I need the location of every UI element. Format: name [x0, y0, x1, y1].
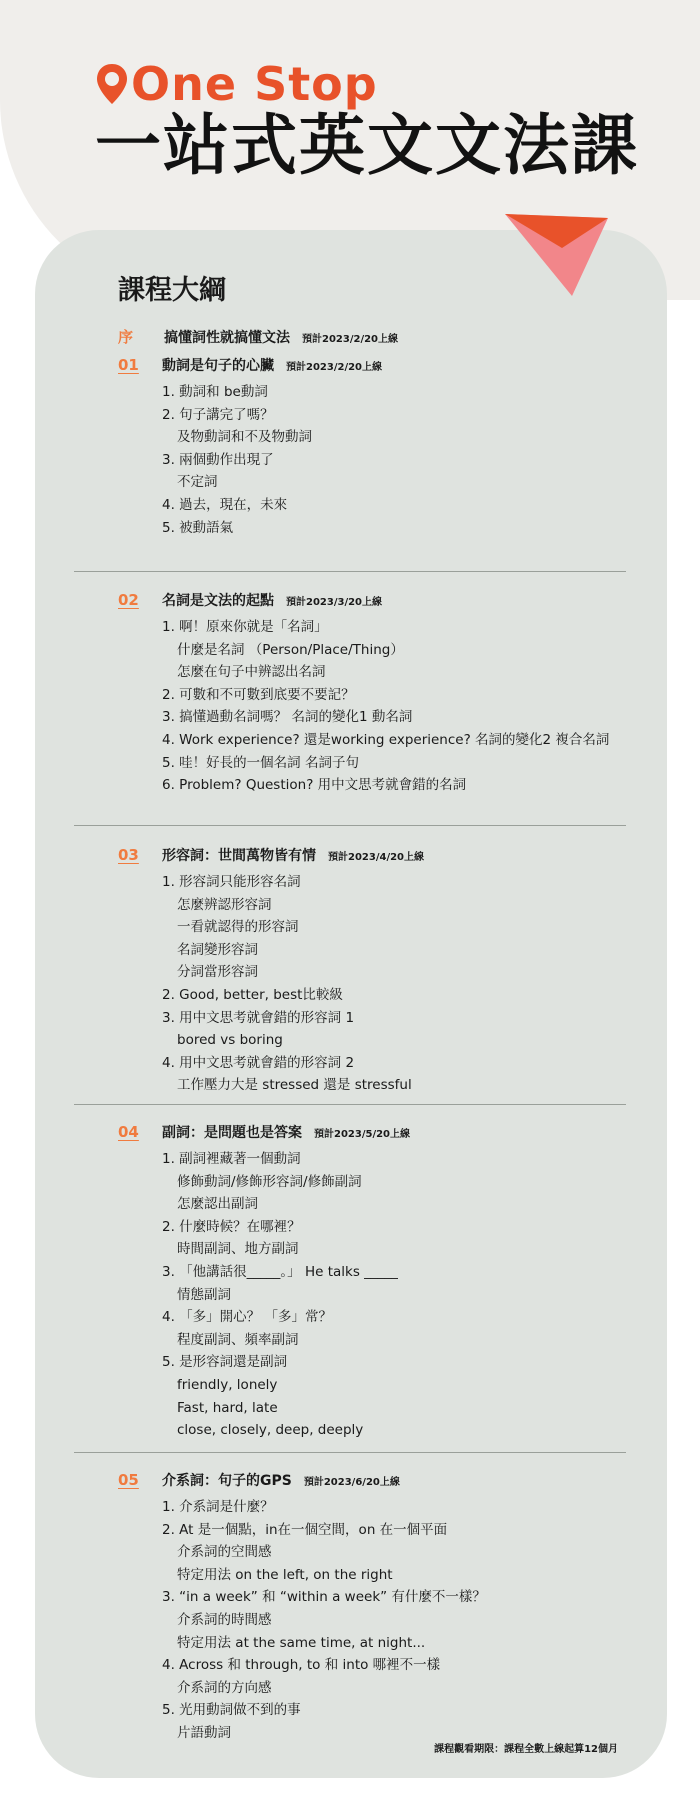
chapter-section	[118, 355, 382, 539]
chapter-title: 動詞是句子的心臟	[162, 358, 274, 374]
topic-item: 1. 形容詞只能形容名詞	[162, 874, 301, 890]
chapter-header	[118, 1470, 486, 1496]
chapter-topic-list	[162, 871, 424, 1097]
page-title: 一站式英文文法課	[95, 107, 639, 184]
chapter-schedule: 預計2023/2/20上線	[286, 362, 383, 373]
chapter-section	[118, 845, 424, 1097]
topic-item: 2. Good, better, best比較級	[162, 986, 343, 1003]
brand-logo	[95, 58, 639, 110]
chapter-section	[118, 590, 609, 797]
topic-subitem: 時間副詞、地方副詞	[177, 1241, 299, 1258]
topic-item: 3. 兩個動作出現了	[162, 451, 274, 468]
topic-item: 4. 「多」開心？ 「多」常？	[162, 1309, 332, 1326]
topic-item: 4. Work experience? 還是working experience? 名詞的變化2 複合名詞	[162, 731, 610, 748]
topic-item: 3. 搞懂過動名詞嗎？ 名詞的變化1 動名詞	[162, 709, 413, 726]
section-divider	[74, 1452, 626, 1453]
topic-subitem: 分詞當形容詞	[177, 964, 258, 981]
topic-subitem: 工作壓力大是 stressed 還是 stressful	[177, 1077, 412, 1094]
topic-subitem: bored vs boring	[177, 1032, 283, 1049]
topic-subitem: 介系詞的空間感	[177, 1544, 272, 1561]
header	[95, 58, 639, 186]
topic-item: 6. Problem? Question? 用中文思考就會錯的名詞	[162, 777, 467, 794]
topic-subitem: 名詞變形容詞	[177, 941, 258, 958]
outline-heading: 課程大綱	[118, 275, 226, 306]
location-pin-icon	[95, 62, 129, 106]
chapter-topic-list	[162, 616, 609, 797]
chapter-topic-list	[162, 381, 382, 539]
topic-subitem: 片語動詞	[177, 1724, 231, 1741]
topic-item: 1. 介系詞是什麼？	[162, 1499, 274, 1515]
topic-subitem: 怎麼在句子中辨認出名詞	[177, 664, 326, 681]
chapter-schedule: 預計2023/4/20上線	[328, 852, 425, 863]
topic-item: 2. 可數和不可數到底要不要記？	[162, 686, 355, 703]
chapter-header	[118, 1122, 410, 1148]
chapter-topic-list	[162, 1496, 486, 1745]
section-divider	[74, 571, 626, 572]
topic-item: 2. At 是一個點，in在一個空間，on 在一個平面	[162, 1521, 448, 1538]
topic-subitem: friendly, lonely	[177, 1376, 278, 1393]
topic-subitem: 特定用法 on the left, on the right	[177, 1566, 393, 1583]
topic-subitem: 情態副詞	[177, 1286, 231, 1303]
topic-item: 5. 哇！好長的一個名詞 名詞子句	[162, 754, 359, 771]
topic-item: 4. 用中文思考就會錯的形容詞 2	[162, 1054, 355, 1071]
chapter-title: 副詞：是問題也是答案	[162, 1125, 302, 1141]
topic-subitem: 特定用法 at the same time, at night...	[177, 1634, 426, 1651]
chapter-header	[118, 845, 424, 871]
chapter-section	[118, 1122, 410, 1442]
intro-title: 搞懂詞性就搞懂文法	[164, 330, 290, 346]
section-divider	[74, 825, 626, 826]
chapter-number: 02	[118, 591, 139, 609]
chapter-title: 介系詞：句子的GPS	[162, 1473, 292, 1489]
topic-item: 5. 是形容詞還是副詞	[162, 1354, 288, 1371]
topic-subitem: 一看就認得的形容詞	[177, 919, 299, 936]
intro-schedule: 預計2023/2/20上線	[302, 334, 399, 345]
chapter-section	[118, 1470, 486, 1745]
topic-subitem: 什麼是名詞 （Person/Place/Thing）	[177, 641, 404, 658]
topic-item: 1. 啊！原來你就是「名詞」	[162, 619, 328, 635]
topic-item: 4. Across 和 through, to 和 into 哪裡不一樣	[162, 1657, 441, 1674]
intro-number: 序	[118, 328, 134, 346]
topic-subitem: Fast, hard, late	[177, 1399, 278, 1416]
chapter-number: 05	[118, 1471, 139, 1489]
topic-item: 3. 用中文思考就會錯的形容詞 1	[162, 1009, 355, 1026]
topic-item: 5. 光用動詞做不到的事	[162, 1702, 301, 1719]
chapter-number: 01	[118, 356, 139, 374]
chapter-title: 形容詞：世間萬物皆有情	[162, 848, 316, 864]
brand-text: One Stop	[131, 57, 378, 111]
topic-item: 1. 動詞和 be動詞	[162, 384, 268, 400]
chapter-schedule: 預計2023/6/20上線	[303, 1477, 400, 1488]
intro-row	[118, 326, 398, 347]
chapter-header	[118, 590, 609, 616]
topic-item: 5. 被動語氣	[162, 519, 234, 536]
topic-item: 1. 副詞裡藏著一個動詞	[162, 1151, 301, 1167]
arrow-pointer-icon	[500, 212, 610, 298]
viewing-period-note: 課程觀看期限：課程全數上線起算12個月	[434, 1744, 618, 1755]
chapter-title: 名詞是文法的起點	[162, 593, 274, 609]
chapter-topic-list	[162, 1148, 410, 1442]
topic-subitem: 不定詞	[177, 474, 218, 491]
topic-item: 2. 什麼時候？在哪裡？	[162, 1218, 301, 1235]
topic-subitem: 怎麼辨認形容詞	[177, 896, 272, 913]
chapter-schedule: 預計2023/3/20上線	[286, 597, 383, 608]
chapter-header	[118, 355, 382, 381]
chapter-number: 04	[118, 1123, 139, 1141]
section-divider	[74, 1104, 626, 1105]
topic-item: 3. “in a week” 和 “within a week” 有什麼不一樣？	[162, 1589, 486, 1606]
topic-subitem: 程度副詞、頻率副詞	[177, 1331, 299, 1348]
topic-item: 4. 過去，現在，未來	[162, 496, 288, 513]
chapter-schedule: 預計2023/5/20上線	[314, 1129, 411, 1140]
topic-subitem: 及物動詞和不及物動詞	[177, 429, 312, 446]
topic-subitem: 介系詞的時間感	[177, 1611, 272, 1628]
topic-subitem: 介系詞的方向感	[177, 1679, 272, 1696]
topic-subitem: close, closely, deep, deeply	[177, 1422, 364, 1439]
chapter-number: 03	[118, 846, 139, 864]
topic-item: 3. 「他講話很_____。」 He talks _____	[162, 1263, 398, 1280]
topic-item: 2. 句子講完了嗎？	[162, 406, 274, 423]
topic-subitem: 怎麼認出副詞	[177, 1196, 258, 1213]
topic-subitem: 修飾動詞/修飾形容詞/修飾副詞	[177, 1173, 362, 1190]
